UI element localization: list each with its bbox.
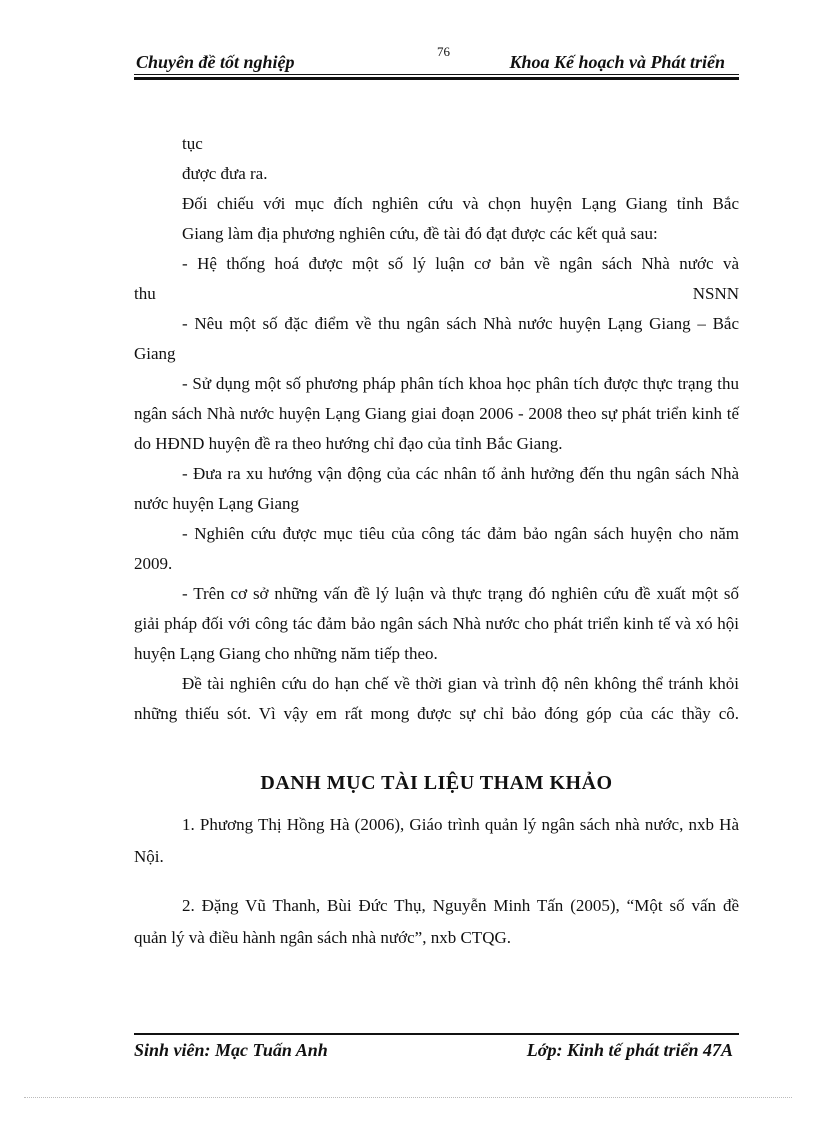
- footer-student: Sinh viên: Mạc Tuấn Anh: [134, 1040, 328, 1060]
- body-paragraph-intro: [134, 189, 739, 249]
- body-paragraph-item: - Đưa ra xu hướng vận động của các nhân tố ảnh hưởng đến thu ngân sách Nhà nước huyện Lạng Giang: [134, 464, 739, 513]
- page-body: [134, 129, 739, 971]
- body-paragraph-item: - Trên cơ sở những vấn đề lý luận và thực trạng đó nghiên cứu đề xuất một số giải pháp đối với công tác đảm bảo ngân sách Nhà nước cho phát triển kinh tế và xó hội huyện Lạng Giang cho những năm tiếp theo.: [134, 584, 739, 663]
- footer-rule: [134, 1033, 739, 1035]
- header-faculty: Khoa Kế hoạch và Phát triển: [509, 52, 725, 72]
- body-line: - Hệ thống hoá được một số lý luận cơ bản về ngân sách Nhà nước và: [182, 254, 739, 273]
- reference-item: 2. Đặng Vũ Thanh, Bùi Đức Thụ, Nguyễn Minh Tấn (2005), “Một số vấn đề quản lý và điều hành ngân sách nhà nước”, nxb CTQG.: [134, 896, 739, 947]
- body-line: được đưa ra.: [182, 164, 268, 183]
- page-header: [134, 44, 739, 72]
- header-thesis-title: Chuyên đề tốt nghiệp: [136, 52, 295, 72]
- reference-item: 1. Phương Thị Hồng Hà (2006), Giáo trình quản lý ngân sách nhà nước, nxb Hà Nội.: [134, 815, 739, 866]
- body-paragraph-item: - Nghiên cứu được mục tiêu của công tác đảm bảo ngân sách huyện cho năm 2009.: [134, 524, 739, 573]
- body-paragraph-item: [134, 249, 739, 279]
- header-rule-thin: [134, 74, 739, 75]
- header-rule-thick: [134, 77, 739, 80]
- body-line: Đối chiếu với mục đích nghiên cứu và chọn huyện Lạng Giang tỉnh Bắc: [182, 194, 739, 213]
- body-line: thu NSNN: [134, 284, 739, 303]
- body-line: Giang làm địa phương nghiên cứu, đề tài đó đạt được các kết quả sau:: [182, 224, 658, 243]
- page-number: 76: [437, 44, 450, 59]
- body-paragraph-conclusion: Đề tài nghiên cứu do hạn chế về thời gian và trình độ nên không thể tránh khỏi những thiếu sót. Vì vậy em rất mong được sự chỉ bảo đóng góp của các thầy cô.: [134, 674, 739, 723]
- footer-class: Lớp: Kinh tế phát triển 47A: [526, 1040, 733, 1060]
- body-paragraph-item: - Sử dụng một số phương pháp phân tích khoa học phân tích được thực trạng thu ngân sách Nhà nước huyện Lạng Giang giai đoạn 2006 - 2008 theo sự phát triển kinh tế do HĐND huyện đề ra theo hướng chỉ đạo của tỉnh Bắc Giang.: [134, 374, 739, 453]
- page-edge-dotted-line: [24, 1097, 792, 1098]
- references-title: DANH MỤC TÀI LIỆU THAM KHẢO: [260, 772, 613, 794]
- body-paragraph-item: - Nêu một số đặc điểm về thu ngân sách Nhà nước huyện Lạng Giang – Bắc Giang: [134, 314, 739, 363]
- body-line: tục: [182, 134, 203, 153]
